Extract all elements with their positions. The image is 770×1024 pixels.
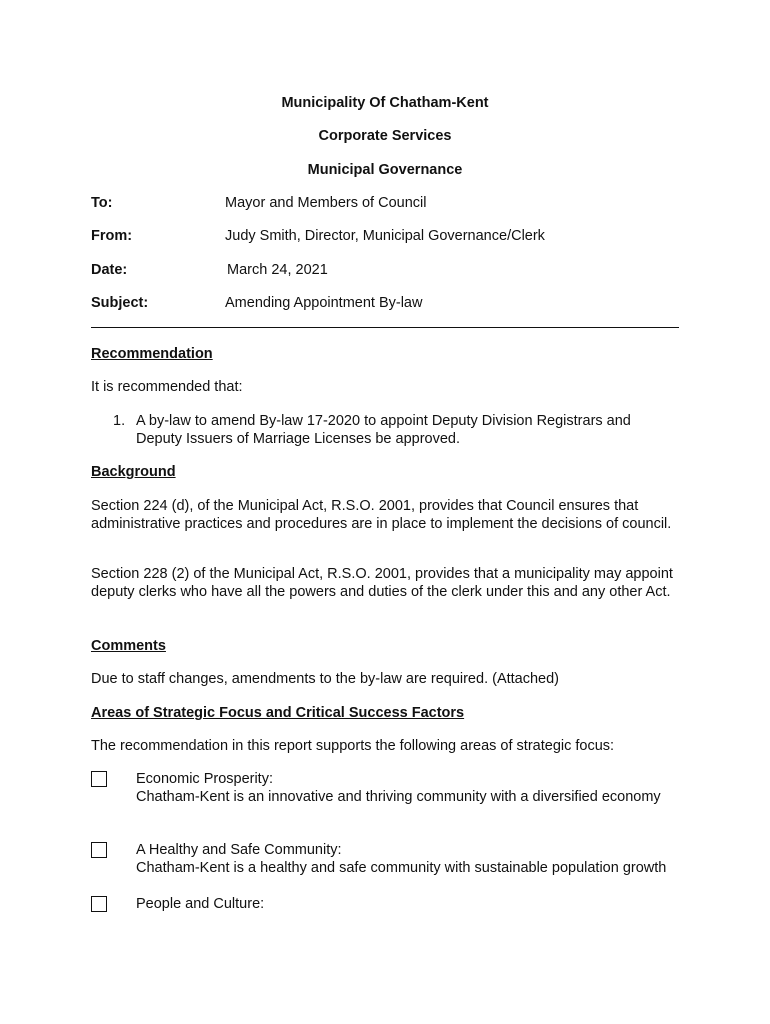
- to-label: To:: [91, 195, 113, 211]
- area-people-culture: [136, 895, 676, 913]
- subject-value: Amending Appointment By-law: [225, 295, 423, 311]
- recommendation-heading: Recommendation: [91, 346, 213, 362]
- area-description: Chatham-Kent is a healthy and safe community with sustainable population growth: [136, 860, 667, 876]
- area-economic-prosperity: [136, 770, 676, 806]
- comments-text: Due to staff changes, amendments to the by-law are required. (Attached): [91, 671, 560, 687]
- header-department: Corporate Services: [318, 128, 452, 144]
- economic-prosperity-checkbox[interactable]: [91, 771, 107, 787]
- to-value: Mayor and Members of Council: [225, 195, 427, 211]
- recommendation-item-text: A by-law to amend By-law 17-2020 to appoint Deputy Division Registrars and Deputy Issuers of Marriage Licenses be approved.: [136, 413, 631, 447]
- strategic-intro: The recommendation in this report supports the following areas of strategic focus:: [91, 738, 615, 754]
- date-label: Date:: [91, 262, 128, 278]
- subject-label: Subject:: [91, 295, 149, 311]
- comments-heading: Comments: [91, 638, 166, 654]
- area-title: Economic Prosperity:: [136, 771, 273, 787]
- area-description: Chatham-Kent is an innovative and thriving community with a diversified economy: [136, 789, 661, 805]
- header-municipality: Municipality Of Chatham-Kent: [281, 95, 489, 111]
- date-value: March 24, 2021: [227, 262, 328, 278]
- people-culture-checkbox[interactable]: [91, 896, 107, 912]
- from-value: Judy Smith, Director, Municipal Governance/Clerk: [225, 228, 545, 244]
- background-paragraph: Section 224 (d), of the Municipal Act, R.S.O. 2001, provides that Council ensures that administrative practices and procedures are in place to implement the decisions of council.: [91, 498, 672, 532]
- strategic-heading: Areas of Strategic Focus and Critical Success Factors: [91, 705, 465, 721]
- area-title: People and Culture:: [136, 896, 265, 912]
- header-division: Municipal Governance: [307, 162, 463, 178]
- header-divider: [91, 327, 679, 328]
- recommendation-intro: It is recommended that:: [91, 379, 243, 395]
- area-healthy-safe-community: [136, 841, 676, 877]
- background-heading: Background: [91, 464, 176, 480]
- area-title: A Healthy and Safe Community:: [136, 842, 342, 858]
- recommendation-item-number: 1.: [113, 413, 126, 429]
- background-paragraph: Section 228 (2) of the Municipal Act, R.S.O. 2001, provides that a municipality may appoint deputy clerks who have all the powers and duties of the clerk under this and any other Act.: [91, 566, 673, 600]
- from-label: From:: [91, 228, 133, 244]
- healthy-safe-community-checkbox[interactable]: [91, 842, 107, 858]
